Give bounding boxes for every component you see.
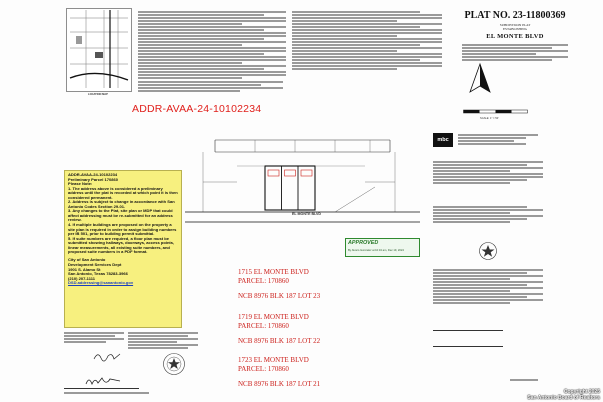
surveyor-certification [128,331,198,350]
copyright-line-2: San Antonio Board of Realtors [527,395,600,401]
note-heading: Please Note: [68,181,93,187]
note-org-1: City of San Antonio [68,257,106,263]
subdivision-drawing [175,132,430,232]
lot-23-address: 1715 EL MONTE BLVD [238,268,309,276]
county-certification [64,331,124,344]
note-address-2: San Antonio, Texas 78283-3966 [68,271,128,277]
firm-logo: mbc [433,133,453,147]
location-map-label: LOCATION MAP [88,93,108,96]
lot-23-legal: NCB 8976 BLK 187 LOT 23 [238,292,321,300]
plat-subtitle [455,23,575,31]
copyright-watermark [527,389,600,401]
signature-scribble-1 [92,350,122,362]
plat-number: PLAT NO. 23-11800369 [464,10,566,21]
surveyor-seal-icon [162,352,186,376]
scale-label: SCALE: 1" = 50' [480,117,499,120]
note-item-4: 4. If multiple buildings are proposed on the property a site plan is required in order to assign building numbers per IB 501, prior to building permit submittal. [68,222,177,237]
planning-commission-block [433,268,543,305]
approved-stamp [345,238,420,257]
lot-21-address: 1723 EL MONTE BLVD [238,356,309,364]
signature-line-1 [433,330,503,331]
lot-21-legal: NCB 8976 BLK 187 LOT 21 [238,380,321,388]
lot-23-parcel: PARCEL: 170860 [238,276,289,285]
general-notes-middle [292,10,442,71]
note-item-2: 2. Address is subject to change in accordance with San Antonio Codes Section 29-01. [68,199,175,209]
firm-info [458,133,538,146]
lot-22-legal: NCB 8976 BLK 187 LOT 22 [238,337,321,345]
lot-22-parcel: PARCEL: 170860 [238,321,289,330]
signature-scribble-2 [84,374,124,388]
lot-22-label [238,313,320,346]
address-case-banner: ADDR-AVAA-24-10102234 [132,103,262,115]
note-org-2: Development Services Dept [68,261,122,267]
note-email-link[interactable]: DSD.addressing@sanantonio.gov [68,280,134,286]
note-item-1: 1. The address above is considered a preliminary address until the plat is recorded at which point it is then considered permanent. [68,185,178,200]
north-arrow-icon [466,62,494,96]
note-case-number: ADDR-AVAA-24-10102234 [68,172,118,177]
approved-detail: By Alvaro Gonzalez at 10:34 am, Dec 19, 2024 [348,248,404,252]
owner-certification [433,160,543,185]
general-notes-lower [138,80,283,93]
general-notes-left [138,10,286,80]
location-map [66,8,132,92]
plat-subtitle-1: SUBDIVISION PLAT [499,23,531,27]
bottom-right-notes [510,378,550,382]
addressing-note [64,170,182,328]
plat-name: EL MONTE BLVD [486,33,544,40]
plat-description [462,43,568,62]
notary-seal-icon [478,241,498,261]
lot-21-parcel: PARCEL: 170860 [238,364,289,373]
signature-line-2 [433,346,503,347]
note-item-3: 3. Any changes to the Plat, site plan or MDP that could affect addressing must be re-submitted for an address review. [68,208,173,223]
copyright-line-1: Copyright 2025 [563,389,600,395]
notary-block [433,205,543,224]
lot-23-label [238,268,320,301]
lot-21-label [238,356,320,389]
note-phone: (210) 207-1111 [68,275,96,281]
footer-notes [64,391,164,395]
note-item-5: 5. If suite numbers are required, a floor plan must be submitted showing hallways, doorways, access points, linear measurements, all existing suite numbers, and proposed suite numbers in a PDF format. [68,235,175,255]
note-address-1: 1901 S. Alamo St [68,266,101,272]
plat-subtitle-2: ESTABLISHING [502,27,528,31]
signature-line-3 [64,388,139,389]
note-parcel: Preliminary Parcel 170860 [68,176,118,182]
approved-title: APPROVED [348,240,379,246]
street-label: EL MONTE BLVD [292,212,322,216]
lot-22-address: 1719 EL MONTE BLVD [238,313,309,321]
